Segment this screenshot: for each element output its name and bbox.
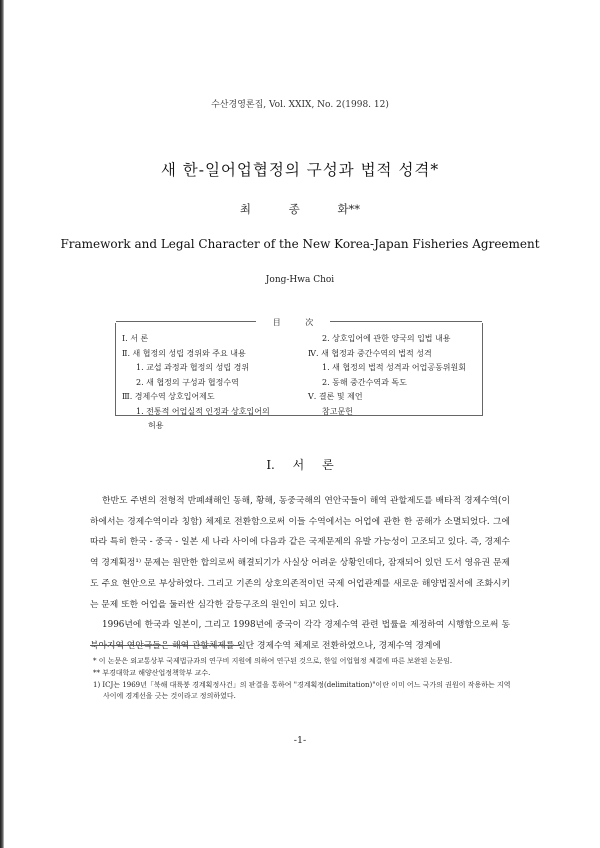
toc-item: 참고문헌 [322,406,353,416]
author-korean: 최 종 화** [239,202,361,216]
table-of-contents [115,318,483,430]
toc-item: 2. 동해 중간수역과 독도 [322,377,407,387]
section-heading: Ⅰ. 서 론 [266,458,334,472]
toc-item: Ⅲ. 경제수역 상호입어제도 [122,392,215,401]
toc-item: 2. 새 협정의 구성과 협정수역 [136,377,239,387]
toc-rule-right [330,321,482,322]
body-text [90,491,510,657]
footnote: ** 부경대학교 해양산업정책학부 교수. [93,668,211,677]
toc-header [116,316,482,328]
paragraph: 1996년에 한국과 일본이, 그리고 1998년에 중국이 각각 경제수역 관련 법률을 제정하여 시행함으로써 동북아지역 연안국들은 해역 관할체제를 일단 경제수역 체제로 전환하였으나, 경제수역 경계에 [90,620,510,651]
footnote-divider [90,645,240,646]
toc-item: 1. 전통적 어업실적 인정과 상호입어의 [136,406,270,416]
toc-item: Ⅳ. 새 협정과 중간수역의 법적 성격 [308,348,432,358]
footnote: 1) ICJ는 1969년「북해 대륙붕 경계획정사건」의 판결을 통하여 "경계획정(delimitation)"이란 이미 어느 국가의 권원이 작용하는 지역 사이에 경계선을 긋는 것이라고 정의하였다. [93,680,511,701]
toc-right-column [308,332,478,419]
title-english: Framework and Legal Character of the New Korea-Japan Fisheries Agreement [60,237,540,251]
toc-item: Ⅱ. 새 협정의 성립 경위와 주요 내용 [122,348,246,358]
footnotes [93,656,511,703]
page-number: -1- [293,735,307,746]
toc-item: Ⅴ. 결론 및 제언 [308,392,363,401]
toc-item: 2. 상호입어에 관한 양국의 입법 내용 [322,334,451,343]
toc-item: Ⅰ. 서 론 [122,334,149,343]
paragraph: 한반도 주변의 전형적 반폐쇄해인 동해, 황해, 동중국해의 연안국들이 해역 관할제도를 배타적 경제수역(이하에서는 경제수역이라 칭함) 체제로 전환함으로써 이들 수역에서는 어업에 관한 한 공해가 소멸되었다. 그에 따라 특히 한국 - 중국 - 일본 세 나라 사이에 다음과 같은 국제문제의 유발 가능성이 고조되고 있다. 즉, 경제수역 경계획정¹⁾ 문제는 원만한 합의로써 해결되기가 사실상 어려운 상황인데다, 잠재되어 있던 도서 영유권 문제도 주요 현안으로 부상하였다. 그리고 기존의 상호의존적이던 국제 어업관계를 새로운 해양법질서에 조화시키는 문제 또한 어업을 둘러싼 심각한 갈등구조의 원인이 되고 있다. [90,496,510,610]
toc-item: 1. 새 협정의 법적 성격과 어업공동위원회 [322,363,466,372]
toc-item: 1. 교섭 과정과 협정의 성립 경위 [136,363,250,372]
journal-citation: 수산경영론집, Vol. XXIX, No. 2(1998. 12) [211,100,389,110]
toc-left-column [122,332,307,434]
author-english: Jong-Hwa Choi [265,275,335,285]
toc-heading: 目 次 [272,318,314,327]
toc-item: 허용 [148,421,164,430]
scan-edge [0,0,4,848]
title-korean: 새 한-일어업협정의 구성과 법적 성격* [160,161,440,179]
footnote: * 이 논문은 외교통상부 국제법규과의 연구비 지원에 의하여 연구된 것으로, 한일 어업협정 체결에 따른 보완된 논문임. [93,657,453,665]
toc-rule-left [116,321,256,322]
